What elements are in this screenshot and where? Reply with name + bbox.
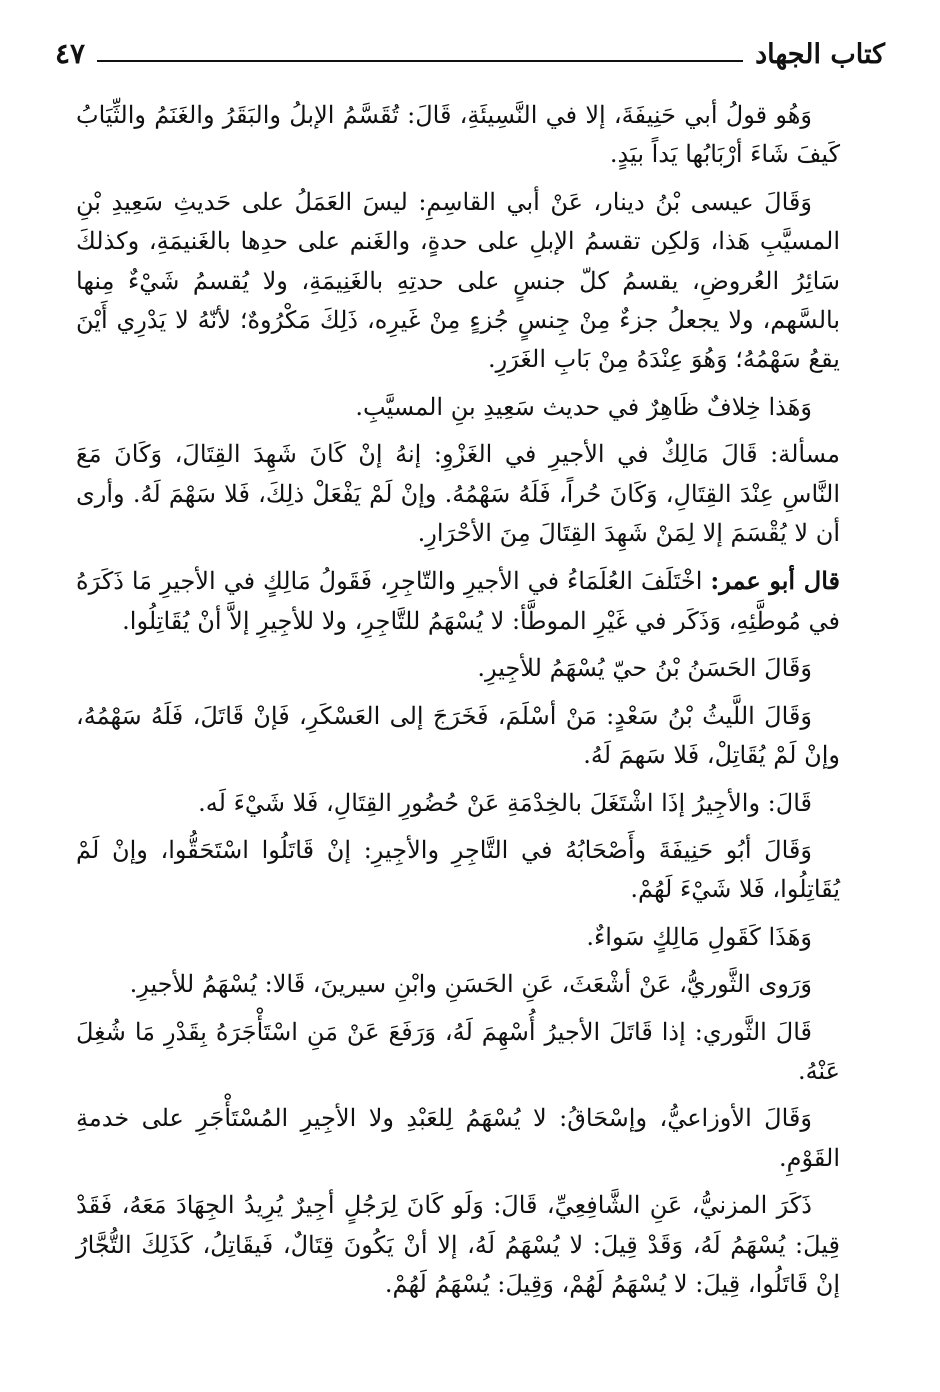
paragraph xyxy=(76,918,840,957)
body-text xyxy=(76,96,840,1312)
paragraph-text: وَهُو قولُ أبي حَنِيفَةَ، إلا في النَّسِيئَةِ، قَالَ: تُقَسَّمُ الإبلُ والبَقَرُ والغَنَمُ والثِّيَابُ كَيفَ شَاءَ أرْبَابُها يَداً بيَدٍ. xyxy=(76,101,840,169)
paragraph-text: وَقَالَ أبُو حَنِيفَةَ وأَصْحَابُهُ في التَّاجِرِ والأجِيرِ: إنْ قَاتَلُوا اسْتَحَقُّوا، وإنْ لَمْ يُقَاتِلُوا، فَلا شَيْءَ لَهُمْ. xyxy=(76,835,840,904)
paragraph xyxy=(76,435,840,553)
paragraph xyxy=(76,649,840,688)
paragraph-text: قَالَ الثَّوري: إذا قَاتَلَ الأجيرُ أُسْهِمَ لَهُ، وَرَفَعَ عَنْ مَنِ اسْتَأْجَرَهُ بِقَدْرِ مَا شُغِلَ عَنْهُ. xyxy=(76,1017,840,1085)
paragraph xyxy=(76,96,840,175)
paragraph xyxy=(76,388,840,427)
paragraph xyxy=(76,183,840,380)
paragraph-text: وَرَوى الثَّوريُّ، عَنْ أشْعَثَ، عَنِ الحَسَنِ وابْنِ سيرينَ، قَالا: يُسْهَمُ للأجيرِ. xyxy=(129,970,812,999)
page-header xyxy=(55,24,885,68)
paragraph xyxy=(76,831,840,910)
paragraph-text: ذَكَرَ المزنيُّ، عَنِ الشَّافِعِيِّ، قَالَ: وَلَو كَانَ لِرَجُلٍ أجِيرٌ يُرِيدُ الجِهَادَ مَعَهُ، فَقَدْ قِيلَ: يُسْهَمُ لَهُ، وَقَدْ قِيلَ: لا يُسْهَمُ لَهُ، إلا أنْ يَكُونَ قِتَالٌ، فَيقَاتِلُ، كَذَلِكَ التُّجَّارُ إنْ قَاتَلُوا، قِيلَ: لا يُسْهَمُ لَهُمْ، وَقِيلَ: يُسْهَمُ لَهُمْ. xyxy=(76,1191,840,1298)
paragraph-text: وَهَذَا كَقَولِ مَالِكٍ سَواءٌ. xyxy=(586,922,812,951)
paragraph xyxy=(76,1099,840,1178)
paragraph-text: وَقَالَ الحَسَنُ بْنُ حيّ يُسْهَمُ للأجِيرِ. xyxy=(477,654,812,683)
paragraph xyxy=(76,1186,840,1304)
paragraph-text: وَقَالَ الأوزاعيُّ، وإسْحَاقُ: لا يُسْهَمُ لِلعَبْدِ ولا الأجِيرِ المُسْتَأْجَرِ على خدمةِ القَوْمِ. xyxy=(76,1104,840,1172)
page-number: ٤٧ xyxy=(55,37,86,70)
paragraph xyxy=(76,561,840,641)
paragraph-text: قَالَ: والأجِيرُ إذَا اشْتَغَلَ بالخِدْمَةِ عَنْ حُضُورِ القِتَالِ، فَلا شَيْءَ لَه. xyxy=(198,788,812,817)
paragraph xyxy=(76,697,840,776)
paragraph xyxy=(76,784,840,823)
paragraph xyxy=(76,965,840,1004)
paragraph-text: اخْتَلَفَ العُلَمَاءُ في الأجيرِ والتّاجِرِ، فَقَولُ مَالِكٍ في الأجيرِ مَا ذَكَرَهُ في مُوطَّئِهِ، وَذَكَر في غَيْرِ الموطَّأ: لا يُسْهَمُ للتَّاجِرِ، ولا للأجِيرِ إلاَّ أنْ يُقَاتِلُوا. xyxy=(76,567,840,635)
paragraph-lead: قال أبو عمر: xyxy=(710,566,840,596)
running-title: كتاب الجهاد xyxy=(755,39,885,70)
header-rule xyxy=(97,60,743,62)
paragraph-text: وَقَالَ اللَّيثُ بْنُ سَعْدٍ: مَنْ أسْلَمَ، فَخَرَجَ إلى العَسْكَرِ، فَإنْ قَاتَلَ، فَلَهُ سَهْمُهُ، وإنْ لَمْ يُقَاتِلْ، فَلا سَهمَ لَهُ. xyxy=(76,701,840,770)
paragraph-text: وَهَذا خِلافٌ ظَاهِرٌ في حديث سَعِيدِ بنِ المسيَّبِ. xyxy=(355,392,812,421)
paragraph xyxy=(76,1013,840,1092)
paragraph-text: مسألة: قَالَ مَالِكٌ في الأجيرِ في الغَزْوِ: إنهُ إنْ كَانَ شَهِدَ القِتَالَ، وَكَانَ مَعَ النَّاسِ عِنْدَ القِتَالِ، وَكَانَ حُراً، فَلَهُ سَهْمُهُ. وإنْ لَمْ يَفْعَلْ ذلِكَ، فَلا سَهْمَ لَهُ. وأرى أن لا يُقْسَمَ إلا لِمَنْ شَهِدَ القِتَالَ مِنَ الأحْرَارِ. xyxy=(76,440,840,548)
paragraph-text: وَقَالَ عيسى بْنُ دينار، عَنْ أبي القاسِمِ: ليسَ العَمَلُ على حَديثِ سَعِيدِ بْنِ المسيَّبِ هَذا، وَلكِن تقسمُ الإبلِ على حدةٍ، والغَنم على حدِها بالغَنيمَةِ، وكذلكَ سَائِرُ العُروضِ، يقسمُ كلّ جنسٍ على حدتِهِ بالغَنِيمَةِ، ولا يُقسمُ شَيْءٌ مِنها بالسَّهم، ولا يجعلُ جزءٌ مِنْ جِنسٍ جُزءٍ مِنْ غَيرِه، ذَلِكَ مَكْرُوهٌ؛ لأنّهُ لا يَدْرِي أَيْنَ يقعُ سَهْمُهُ؛ وَهُوَ عِنْدَهُ مِنْ بَابِ الغَرَرِ. xyxy=(76,187,840,374)
